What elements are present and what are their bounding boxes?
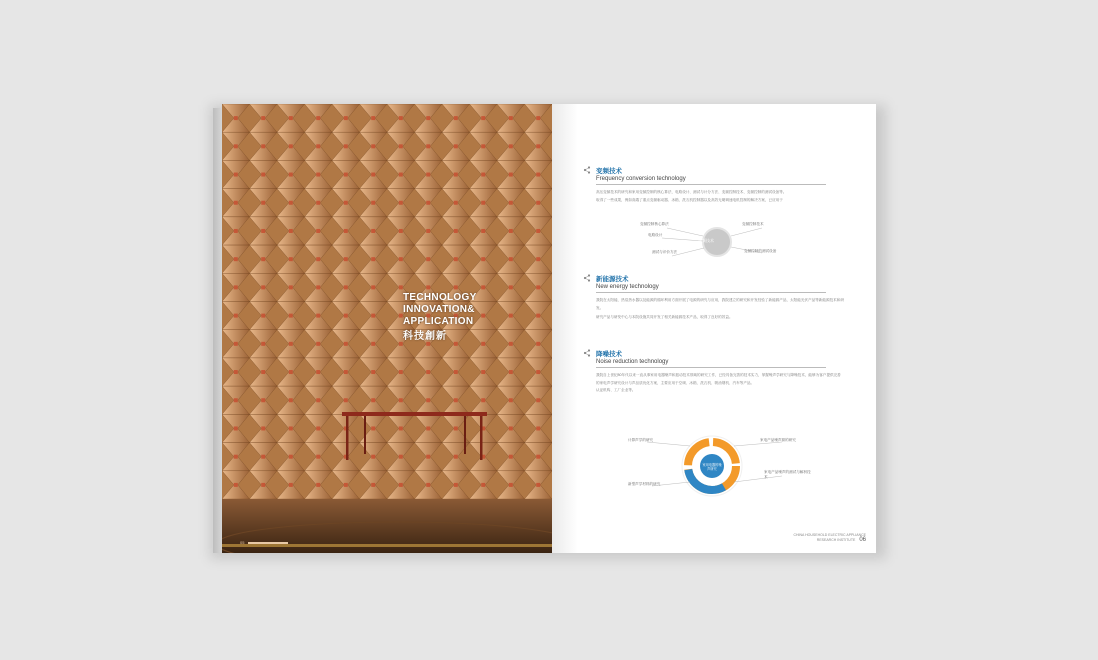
freq-item-4: 变频控制技术 [742,222,764,226]
freq-item-1: 变频控制核心算法 [640,222,669,226]
share-icon [583,274,591,282]
right-page-footer [793,533,866,543]
freq-item-2: 电路设计 [648,233,663,237]
section-title-en: New energy technology [596,284,826,293]
left-page-number: 05 [240,540,245,545]
section-new-energy [596,274,846,322]
noise-center-label: 家用电器的噪声研究 [702,463,722,471]
footer-line-1: CHINA HOUSEHOLD ELECTRIC APPLIANCE [793,533,866,537]
section-paragraph: 我院在太阳能、热泵热水器以及能源的循环利用方面开展了电源的研究与应用，我院建立的研究和开发经验了新能源产品，太阳能光伏产品等新能源技术和研发。 [596,298,844,310]
section-paragraph: 高压变频技术的研究和家用变频控制的核心算法、电路设计、测试与计分方法、变频控制技术、变频控制的测试设备等。 [596,190,787,194]
chapter-headline [403,292,477,343]
section-title-en: Frequency conversion technology [596,176,826,185]
left-page-photo [222,104,552,553]
headline-line-1: TECHNOLOGY [403,292,477,303]
headline-line-3: APPLICATION [403,316,474,327]
section-title-cn: 新能源技术 [596,276,629,283]
share-icon [583,166,591,174]
noise-item-2: 新型声学材料的研究 [628,482,661,486]
section-title-en: Noise reduction technology [596,359,826,368]
freq-item-5: 变频控制的测试设备 [744,249,777,253]
section-paragraph-2: 研究产品与研发中心与本院设施共同开发了相关新能源技术产品，取得了良好的效益。 [596,315,733,319]
section-paragraph-2: 认证机构、工厂企业等。 [596,388,636,392]
left-page-footer [240,540,288,545]
right-page-number: 06 [859,537,866,543]
share-icon [583,349,591,357]
anechoic-chamber-image [222,104,552,553]
noise-item-4: 家电产品噪声的测试与解析技术 [764,470,811,479]
frequency-center-label: 变频技术 [698,238,714,243]
footer-line-2: RESEARCH INSTITUTE [816,538,856,542]
right-page [552,104,876,553]
section-noise-reduction [596,349,846,395]
section-paragraph-2: 取得了一些成果，例如高端了重点变频驱动器、冰箱、洗衣机控制器以及高效无刷调速电机控制的解决方案，已应用于 [596,197,783,202]
freq-item-3: 测试与评价方法 [652,250,678,254]
footer-bar [248,542,288,544]
headline-chinese: 科技創新 [403,331,447,342]
section-frequency-conversion [596,166,846,204]
section-paragraph: 我院自上世纪80年代以来一直从事家用电器噪声和振动技术领域的研究工作，已经具备完善的技术实力，掌握噪声学研究与降噪技术，能够为客户提供完善的家电声学研究设计与声品质优化方案，主要应用于空调、冰箱、洗衣机、吸油烟机、汽车等产品。 [596,373,841,385]
section-title-cn: 变频技术 [596,168,622,175]
noise-item-1: 计算声学的研究 [628,438,654,442]
section-title-cn: 降噪技术 [596,351,622,358]
headline-line-2: INNOVATION& [403,304,475,315]
noise-item-3: 家电产品噪声源的研究 [760,438,796,442]
